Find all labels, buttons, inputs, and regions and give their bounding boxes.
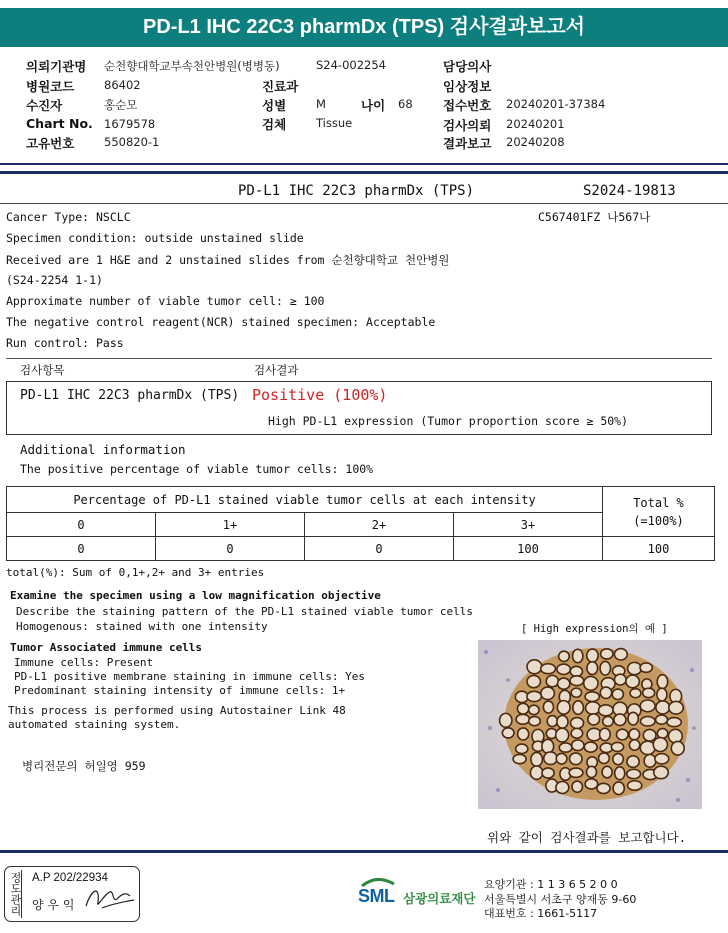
process-line: automated staining system. [8, 718, 181, 731]
stained-cell [542, 768, 554, 778]
result-item: PD-L1 IHC 22C3 pharmDx (TPS) [20, 388, 240, 403]
report-line: Received are 1 H&E and 2 unstained slides from 순천향대학교 천안병원 [6, 253, 450, 267]
stained-cell [657, 688, 667, 701]
stained-cell [627, 769, 641, 778]
report-line: Run control: Pass [6, 336, 124, 350]
stained-cell [517, 703, 528, 714]
clinical-label: 임상정보 [443, 79, 492, 94]
stained-cell [653, 738, 667, 752]
sex-label: 성별 [262, 98, 287, 113]
stamp-name: 양 우 익 [32, 898, 75, 912]
stained-cell [571, 728, 583, 738]
intensity-col: 1+ [156, 513, 305, 537]
stained-cell [600, 728, 611, 741]
intensity-value: 0 [305, 537, 454, 561]
stained-cell [640, 663, 652, 672]
total-header-line2: (=100%) [633, 513, 684, 528]
process-line: This process is performed using Autostainer Link 48 [8, 704, 346, 717]
stained-cell [587, 662, 598, 675]
unique-value: 550820-1 [104, 135, 160, 149]
intensity-value: 0 [7, 537, 156, 561]
stamp-vertical-text: 정도관리 [9, 872, 22, 916]
stained-cell [644, 755, 656, 768]
stained-cell [586, 766, 596, 777]
stained-cell [544, 752, 557, 765]
stained-cell [557, 715, 568, 728]
stained-cell [614, 714, 626, 726]
stained-cell [655, 754, 669, 764]
result-value: Positive (100%) [252, 386, 388, 404]
stained-cell [613, 782, 624, 795]
stained-cell [547, 716, 557, 727]
col-result-label: 검사결과 [254, 363, 299, 377]
logo-text: SML [358, 886, 395, 906]
stained-cell [556, 728, 569, 742]
total-value: 100 [603, 537, 715, 561]
stained-cell [643, 688, 655, 698]
stained-cell [529, 705, 539, 714]
stained-cell [614, 649, 627, 660]
stained-cell [628, 781, 642, 790]
stained-cell [572, 740, 584, 751]
patient-label: 수진자 [26, 98, 63, 113]
stained-cell [571, 718, 584, 729]
report-line: Cancer Type: NSCLC [6, 210, 131, 224]
stained-cell [500, 713, 512, 727]
stained-cell [629, 740, 639, 751]
stained-cell [527, 691, 541, 701]
stained-cell [613, 754, 624, 765]
stained-cell [630, 689, 641, 698]
stained-cell [586, 702, 601, 714]
address: 서울특별시 서초구 양재동 9-60 [484, 893, 637, 906]
report-line: Specimen condition: outside unstained slide [6, 231, 304, 245]
stained-cell [614, 674, 626, 685]
request-label: 검사의뢰 [443, 118, 492, 133]
stained-cell [600, 687, 611, 698]
stained-cell [601, 649, 613, 659]
stained-cell [615, 767, 625, 780]
receipt-label: 접수번호 [443, 98, 492, 113]
age-value: 68 [398, 97, 413, 111]
stained-cell [569, 768, 583, 777]
unique-label: 고유번호 [26, 136, 75, 151]
stained-cell [529, 717, 541, 726]
stained-cell [570, 753, 582, 765]
report-line: (S24-2254 1-1) [6, 273, 103, 287]
stained-cell [669, 729, 683, 743]
stained-cell [543, 701, 553, 713]
stained-cell [599, 705, 613, 716]
divider-line [0, 163, 728, 165]
report-title: PD-L1 IHC 22C3 pharmDx (TPS) 검사결과보고서 [0, 8, 728, 47]
stained-cell [588, 714, 600, 725]
examine-title: Examine the specimen using a low magnification objective [10, 589, 381, 602]
phone: 대표번호 : 1661-5117 [484, 907, 598, 920]
stained-cell [541, 664, 556, 674]
closing-text: 위와 같이 검사결과를 보고합니다. [487, 830, 687, 845]
chart-label: Chart No. [26, 116, 93, 131]
stained-cell [531, 752, 542, 766]
stained-cell [573, 649, 583, 662]
immune-line: Immune cells: Present [14, 656, 154, 669]
stained-cell [602, 766, 612, 777]
stained-cell [626, 675, 639, 688]
report-date-label: 결과보고 [443, 136, 492, 151]
stained-cell [616, 729, 628, 740]
stained-cell [641, 717, 656, 727]
total-header [603, 487, 715, 537]
sample-code: C567401FZ 나567나 [538, 210, 651, 224]
stained-cell [502, 728, 514, 738]
stained-cell [611, 742, 623, 751]
agency-code: 요양기관 : 1 1 3 6 5 2 0 0 [484, 878, 618, 891]
stained-cell [657, 729, 667, 739]
hospital-code-label: 병원코드 [26, 79, 75, 94]
test-heading: PD-L1 IHC 22C3 pharmDx (TPS) [238, 183, 475, 199]
stained-cell [571, 688, 581, 697]
report-line: Approximate number of viable tumor cell: ≥ 100 [6, 294, 325, 308]
chart-value: 1679578 [104, 117, 156, 131]
stained-cell [603, 716, 613, 726]
stained-cell [656, 701, 670, 714]
result-header-rule [6, 358, 712, 359]
stained-cell [556, 753, 567, 764]
stained-cell [542, 739, 554, 753]
pathologist: 병리전문의 허일영 959 [22, 759, 146, 773]
result-expression: High PD-L1 expression (Tumor proportion score ≥ 50%) [268, 414, 629, 428]
intensity-col: 3+ [454, 513, 603, 537]
additional-title: Additional information [20, 442, 186, 457]
immune-line: Predominant staining intensity of immune cells: 1+ [14, 684, 346, 697]
stained-cell [546, 675, 558, 686]
stained-cell [599, 753, 610, 764]
stained-cell [587, 649, 598, 662]
intensity-col: 2+ [305, 513, 454, 537]
stained-cell [570, 666, 582, 676]
stained-cell [572, 781, 582, 792]
intensity-header: Percentage of PD-L1 stained viable tumor cells at each intensity [7, 487, 603, 513]
col-item-label: 검사항목 [20, 363, 65, 377]
stained-cell [628, 712, 638, 725]
image-caption: [ High expression의 예 ] [521, 623, 668, 635]
table-footnote: total(%): Sum of 0,1+,2+ and 3+ entries [6, 566, 265, 579]
stained-cell [557, 701, 570, 715]
stained-cell [667, 718, 681, 727]
specimen-label: 검체 [262, 117, 287, 132]
divider-line [0, 171, 728, 174]
stained-cell [671, 741, 684, 755]
age-label: 나이 [361, 98, 386, 113]
stained-cell [570, 676, 584, 686]
sex-value: M [316, 97, 326, 111]
dept-label: 진료과 [262, 79, 299, 94]
stained-cell [573, 701, 584, 714]
examine-line: Describe the staining pattern of the PD-L1 stained viable tumor cells [16, 605, 473, 618]
report-date-value: 20240208 [506, 135, 565, 149]
histology-image [478, 640, 702, 809]
stained-cell [541, 687, 555, 699]
stained-cell [657, 675, 667, 689]
doctor-label: 담당의사 [443, 59, 492, 74]
stained-cell [643, 729, 656, 741]
stained-cell [612, 689, 623, 699]
stained-cell [669, 701, 683, 714]
stained-cell [527, 660, 542, 674]
report-line: The negative control reagent(NCR) stained specimen: Acceptable [6, 315, 436, 329]
stained-cell [585, 779, 598, 789]
hospital-code-value: 86402 [104, 78, 141, 92]
stained-cell [559, 651, 570, 661]
org-name: 삼광의료재단 [403, 891, 476, 906]
stained-cell [516, 744, 528, 753]
stained-cell [600, 661, 610, 675]
stained-cell [516, 714, 529, 724]
case-number: S2024-19813 [583, 183, 676, 199]
signature [82, 880, 138, 914]
intensity-value: 100 [454, 537, 603, 561]
stamp-id: A.P 202/22934 [32, 872, 108, 884]
institution-value: 순천향대학교부속천안병원(병병동) [104, 59, 280, 73]
stained-cell [527, 675, 540, 687]
receipt-value: 20240201-37384 [506, 97, 606, 111]
stained-cell [640, 700, 655, 712]
intensity-col: 0 [7, 513, 156, 537]
stained-cell [627, 756, 639, 768]
additional-text: The positive percentage of viable tumor cells: 100% [20, 462, 374, 476]
examine-line: Homogenous: stained with one intensity [16, 620, 268, 633]
request-value: 20240201 [506, 117, 565, 131]
stained-cell [513, 754, 526, 763]
stained-cell [585, 692, 599, 702]
stained-cell [656, 715, 668, 724]
patient-value: 홍순모 [104, 98, 138, 112]
stained-cell [559, 743, 572, 752]
institution-id: S24-002254 [316, 58, 386, 72]
stained-cell [556, 782, 569, 794]
intensity-value: 0 [156, 537, 305, 561]
intensity-table [6, 486, 715, 561]
specimen-value: Tissue [316, 116, 353, 130]
institution-label: 의뢰기관명 [26, 59, 87, 74]
footer-divider [0, 850, 728, 853]
stained-cell [654, 766, 669, 778]
stained-cell [558, 678, 570, 689]
stained-cell [597, 783, 610, 793]
stained-cell [530, 766, 542, 779]
total-header-line1: Total % [633, 495, 684, 510]
stained-cell [584, 676, 598, 690]
immune-line: PD-L1 positive membrane staining in immune cells: Yes [14, 670, 365, 683]
immune-title: Tumor Associated immune cells [10, 641, 203, 654]
stained-cell [557, 664, 570, 674]
stained-cell [518, 728, 529, 740]
stained-cell [584, 742, 597, 752]
heading-rule [0, 203, 728, 204]
stained-cell [629, 729, 640, 740]
